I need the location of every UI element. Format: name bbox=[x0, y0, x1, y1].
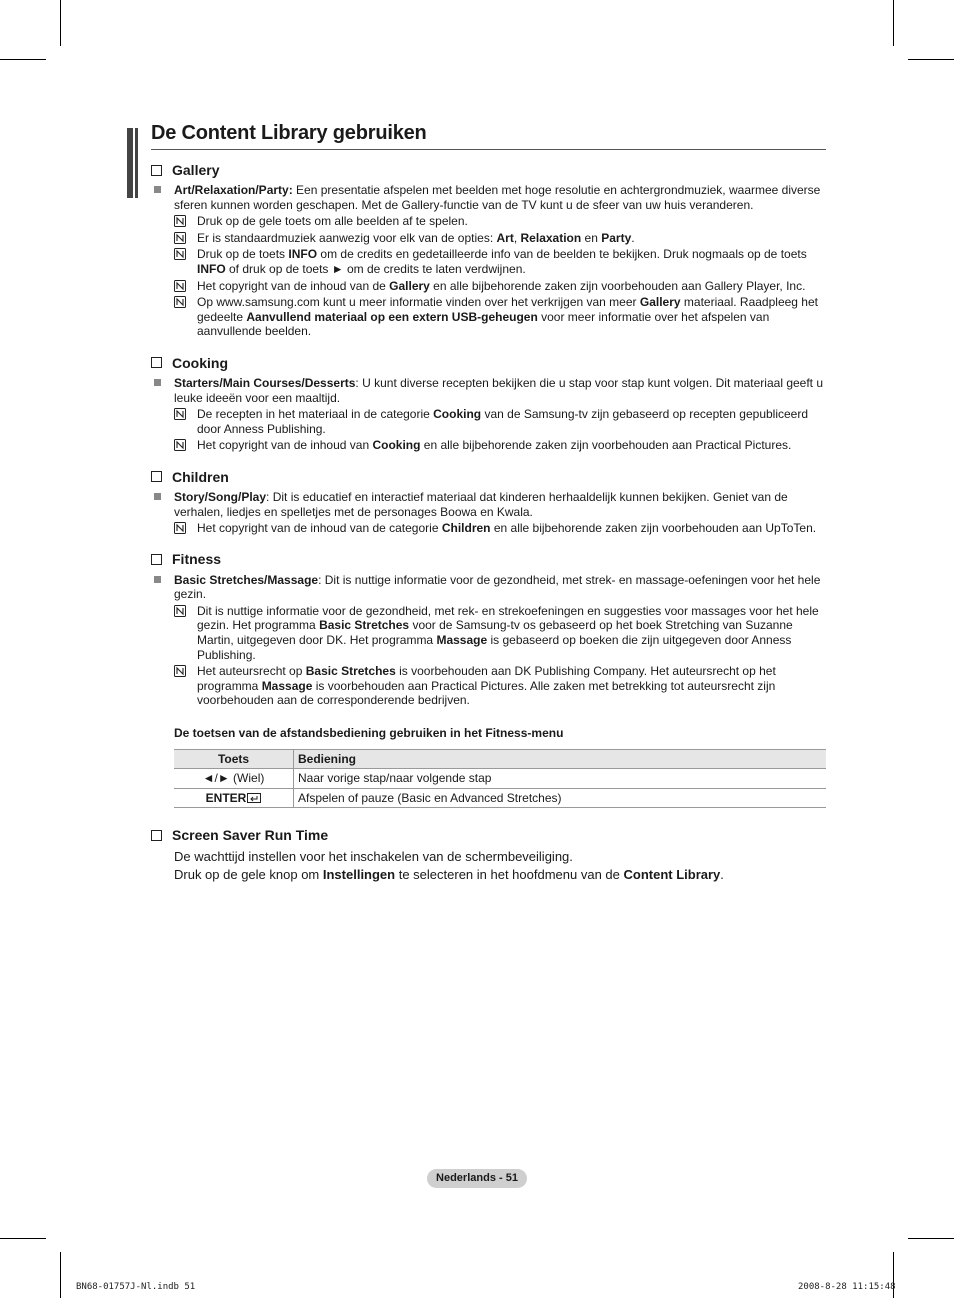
page-title: De Content Library gebruiken bbox=[151, 122, 427, 144]
section-heading-gallery: Gallery bbox=[151, 160, 826, 180]
checkbox-bullet-icon bbox=[151, 471, 162, 482]
note-item: Het copyright van de inhoud van Cooking en alle bijbehorende zaken zijn voorbehouden aan Practical Pictures. bbox=[151, 438, 826, 453]
note-item: Dit is nuttige informatie voor de gezondheid, met rek- en strekoefeningen en suggesties voor massages voor het hele gezin. Het programma Basic Stretches voor de Samsung-tv os gebaseerd op het boek Stretching van Suzanne Martin, uitgegeven door DK. Het programma Massage is gebaseerd op boeken die zijn uitgegeven door Anness Publishing. bbox=[151, 604, 826, 662]
note-item: Het copyright van de inhoud van de Gallery en alle bijbehorende zaken zijn voorbehouden aan Gallery Player, Inc. bbox=[151, 279, 826, 294]
note-item: Druk op de toets INFO om de credits en gedetailleerde info van de beelden te bekijken. Druk nogmaals op de toets INFO of druk op de toets ► om de credits te laten verdwijnen. bbox=[151, 247, 826, 276]
note-icon bbox=[174, 665, 186, 677]
enter-icon bbox=[247, 793, 261, 803]
list-item: Basic Stretches/Massage: Dit is nuttige informatie voor de gezondheid, met strek- en massage-oefeningen voor het hele gezin. bbox=[151, 573, 826, 602]
crop-mark bbox=[893, 0, 894, 46]
crop-mark bbox=[908, 59, 954, 60]
table-title: De toetsen van de afstandsbediening gebruiken in het Fitness-menu bbox=[174, 726, 564, 741]
checkbox-bullet-icon bbox=[151, 357, 162, 368]
remote-keys-table bbox=[174, 749, 826, 809]
section-heading-children: Children bbox=[151, 467, 826, 487]
note-item: Druk op de gele toets om alle beelden af te spelen. bbox=[151, 214, 826, 229]
table-cell bbox=[174, 788, 294, 808]
square-bullet-icon bbox=[154, 379, 161, 386]
note-icon bbox=[174, 605, 186, 617]
note-icon bbox=[174, 296, 186, 308]
page-number-badge: Nederlands - 51 bbox=[427, 1169, 527, 1188]
file-slug: BN68-01757J-Nl.indb 51 bbox=[76, 1282, 196, 1292]
note-icon bbox=[174, 522, 186, 534]
section-heading-cooking: Cooking bbox=[151, 353, 826, 373]
square-bullet-icon bbox=[154, 576, 161, 583]
title-divider bbox=[151, 149, 826, 150]
checkbox-bullet-icon bbox=[151, 830, 162, 841]
table-cell: Naar vorige stap/naar volgende stap bbox=[294, 769, 827, 789]
print-timestamp: 2008-8-28 11:15:48 bbox=[798, 1282, 896, 1292]
table-header: Toets bbox=[174, 749, 294, 769]
page-content bbox=[151, 160, 826, 884]
checkbox-bullet-icon bbox=[151, 554, 162, 565]
table-header-row bbox=[174, 749, 826, 769]
crop-mark bbox=[0, 1238, 46, 1239]
table-header: Bediening bbox=[294, 749, 827, 769]
table-cell: ◄/► (Wiel) bbox=[174, 769, 294, 789]
square-bullet-icon bbox=[154, 186, 161, 193]
note-icon bbox=[174, 280, 186, 292]
note-icon bbox=[174, 232, 186, 244]
note-item: Er is standaardmuziek aanwezig voor elk van de opties: Art, Relaxation en Party. bbox=[151, 231, 826, 246]
checkbox-bullet-icon bbox=[151, 165, 162, 176]
list-item: Starters/Main Courses/Desserts: U kunt diverse recepten bekijken die u stap voor stap kunt volgen. Dit materiaal geeft u leuke ideeën voor een maaltijd. bbox=[151, 376, 826, 405]
section-heading-screensaver: Screen Saver Run Time bbox=[151, 825, 826, 845]
table-row bbox=[174, 769, 826, 789]
crop-mark bbox=[908, 1238, 954, 1239]
note-item: Het auteursrecht op Basic Stretches is voorbehouden aan DK Publishing Company. Het auteursrecht op het programma Massage is voorbehouden aan Practical Pictures. Alle zaken met betrekking tot auteursrecht zijn voorbehouden aan de corresponderende bedrijven. bbox=[151, 664, 826, 708]
note-icon bbox=[174, 439, 186, 451]
paragraph: De wachttijd instellen voor het inschakelen van de schermbeveiliging. bbox=[174, 849, 573, 865]
note-icon bbox=[174, 215, 186, 227]
square-bullet-icon bbox=[154, 493, 161, 500]
list-item: Art/Relaxation/Party: Een presentatie afspelen met beelden met hoge resolutie en achtergrondmuziek, waarmee diverse sferen kunnen worden geschapen. Met de Gallery-functie van de TV kunt u de sfeer van uw huis veranderen. bbox=[151, 183, 826, 212]
section-heading-fitness: Fitness bbox=[151, 550, 826, 570]
crop-mark bbox=[0, 59, 46, 60]
note-item: Het copyright van de inhoud van de categorie Children en alle bijbehorende zaken zijn voorbehouden aan UpToTen. bbox=[151, 521, 826, 536]
list-item: Story/Song/Play: Dit is educatief en interactief materiaal dat kinderen herhaaldelijk kunnen bekijken. Geniet van de verhalen, liedjes en spelletjes met de personages Boowa en Kwala. bbox=[151, 490, 826, 519]
crop-mark bbox=[60, 0, 61, 46]
note-icon bbox=[174, 248, 186, 260]
table-row bbox=[174, 788, 826, 808]
crop-mark bbox=[60, 1252, 61, 1298]
note-icon bbox=[174, 408, 186, 420]
table-cell: Afspelen of pauze (Basic en Advanced Stretches) bbox=[294, 788, 827, 808]
note-item: Op www.samsung.com kunt u meer informatie vinden over het verkrijgen van meer Gallery materiaal. Raadpleeg het gedeelte Aanvullend materiaal op een extern USB-geheugen voor meer informatie over het afspelen van aanvullende beelden. bbox=[151, 295, 826, 339]
note-item: De recepten in het materiaal in de categorie Cooking van de Samsung-tv zijn gebaseerd op recepten gepubliceerd door Anness Publishing. bbox=[151, 407, 826, 436]
enter-key-label: ENTER bbox=[205, 790, 247, 805]
paragraph: Druk op de gele knop om Instellingen te selecteren in het hoofdmenu van de Content Library. bbox=[174, 867, 724, 883]
